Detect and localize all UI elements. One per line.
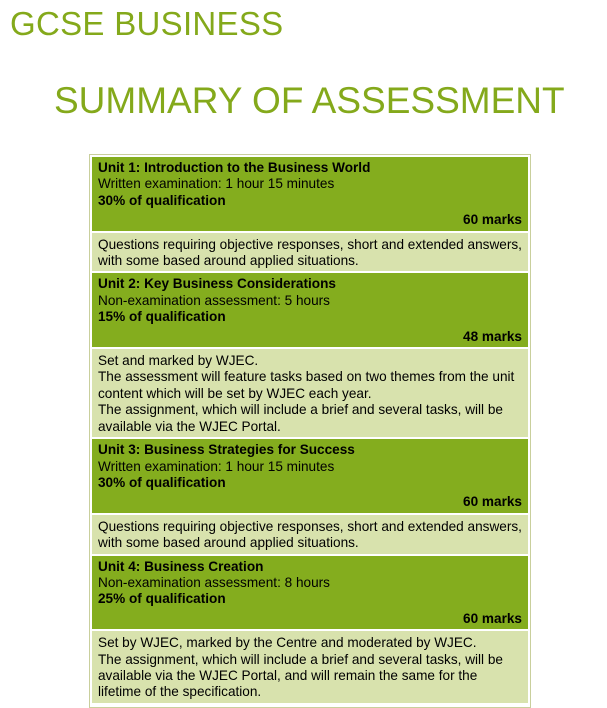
unit-marks: 48 marks [463,328,522,344]
description-line: The assessment will feature tasks based on two themes from the unit content which will be set by WJEC each year. [98,369,515,401]
unit-2-description [92,349,528,437]
unit-marks: 60 marks [463,212,522,228]
unit-1-header [92,157,528,231]
unit-4-header [92,556,528,630]
unit-3-header [92,439,528,513]
unit-assessment: Non-examination assessment: 5 hours [98,292,330,308]
description-line: Set by WJEC, marked by the Centre and moderated by WJEC. [98,635,477,651]
unit-title: Unit 2: Key Business Considerations [98,276,336,292]
unit-weight: 30% of qualification [98,192,226,208]
unit-title: Unit 1: Introduction to the Business World [98,160,371,175]
description-line: The assignment, which will include a brief and several tasks, will be available via the WJEC Portal. [98,402,503,434]
unit-4-description [92,631,528,703]
document-subtitle: SUMMARY OF ASSESSMENT [54,80,565,121]
description-line: Set and marked by WJEC. [98,353,259,369]
unit-weight: 15% of qualification [98,309,226,325]
unit-weight: 30% of qualification [98,474,226,490]
unit-title: Unit 4: Business Creation [98,558,264,574]
unit-2-header [92,273,528,347]
unit-assessment: Non-examination assessment: 8 hours [98,574,330,590]
unit-title: Unit 3: Business Strategies for Success [98,442,355,458]
unit-assessment: Written examination: 1 hour 15 minutes [98,176,335,192]
assessment-table [89,154,531,708]
unit-marks: 60 marks [463,610,522,626]
unit-weight: 25% of qualification [98,591,226,607]
unit-assessment: Written examination: 1 hour 15 minutes [98,458,335,474]
unit-3-description [92,515,528,554]
unit-marks: 60 marks [463,494,522,510]
description-line: Questions requiring objective responses, short and extended answers, with some based around applied situations. [98,518,522,551]
document-title: GCSE BUSINESS [10,5,284,42]
description-line: The assignment, which will include a brief and several tasks, will be available via the WJEC Portal, and will remain the same for the lifetime of the specification. [98,651,503,700]
unit-1-description [92,233,528,272]
description-line: Questions requiring objective responses, short and extended answers, with some based around applied situations. [98,236,522,269]
